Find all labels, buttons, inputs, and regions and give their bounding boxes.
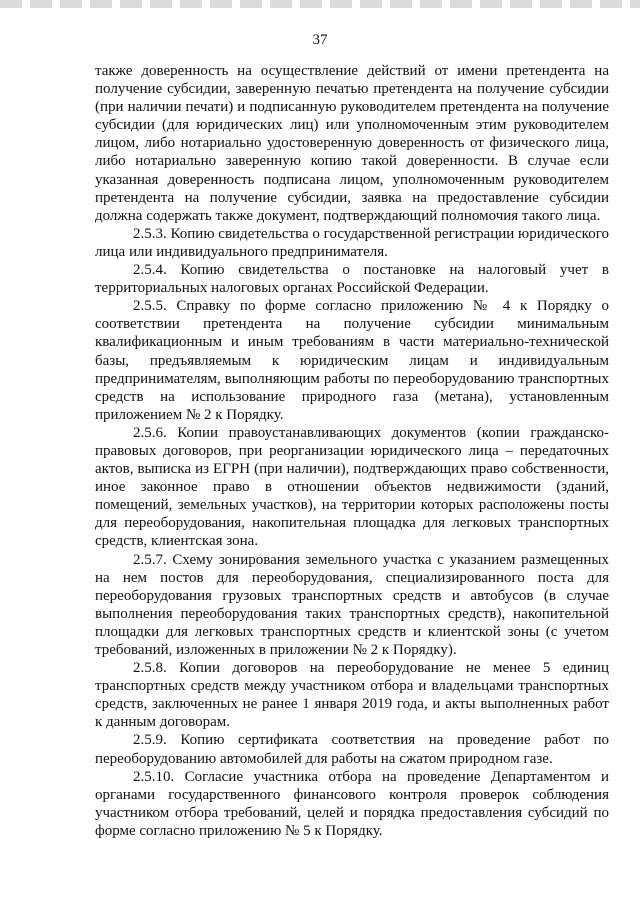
paragraph-2-5-6: 2.5.6. Копии правоустанавливающих документов (копии гражданско-правовых договоров, при реорганизации юридического лица – передаточных актов, выписка из ЕГРН (при наличии), подтверждающих право собственности, иное законное право в отношении объектов недвижимости (зданий, помещений, земельных участков), на территории которых расположены посты для переоборудования, накопительная площадка для легковых транспортных средств, клиентская зона. — [95, 424, 609, 550]
paragraph-2-5-7: 2.5.7. Схему зонирования земельного участка с указанием размещенных на нем постов для переоборудования, специализированного поста для переоборудования грузовых транспортных средств и автобусов (в случае выполнения переоборудования таких транспортных средств), накопительной площадки для легковых транспортных средств и клиентской зоны (с учетом требований, изложенных в приложении № 2 к Порядку). — [95, 551, 609, 658]
paragraph-2-5-9: 2.5.9. Копию сертификата соответствия на проведение работ по переоборудованию автомобилей для работы на сжатом природном газе. — [95, 732, 609, 767]
paragraph-continuation: также доверенность на осуществление действий от имени претендента на получение субсидии, заверенную печатью претендента на получение субсидии (при наличии печати) и подписанную руководителем претендента на получение субсидии (для юридических лиц) или уполномоченным этим руководителем лицом, либо нотариально удостоверенную доверенность от физического лица, либо нотариально заверенную копию такой доверенности. В случае если указанная доверенность подписана лицом, уполномоченным руководителем претендента на получение субсидии, заявка на предоставление субсидии должна содержать также документ, подтверждающий полномочия такого лица. — [95, 63, 609, 224]
paragraph-2-5-4: 2.5.4. Копию свидетельства о постановке на налоговый учет в территориальных налоговых органах Российской Федерации. — [95, 262, 609, 297]
paragraph-2-5-3: 2.5.3. Копию свидетельства о государственной регистрации юридического лица или индивидуального предпринимателя. — [95, 225, 609, 260]
document-body — [95, 62, 609, 840]
paragraph-2-5-8: 2.5.8. Копии договоров на переоборудование не менее 5 единиц транспортных средств между участником отбора и владельцами транспортных средств, заключенных не ранее 1 января 2019 года, и акты выполненных работ к данным договорам. — [95, 660, 609, 731]
scan-edge-artifact — [0, 0, 640, 8]
paragraph-2-5-10: 2.5.10. Согласие участника отбора на проведение Департаментом и органами государственного финансового контроля проверок соблюдения участником отбора требований, целей и порядка предоставления субсидий по форме согласно приложению № 5 к Порядку. — [95, 768, 609, 839]
page-number: 37 — [312, 32, 328, 48]
paragraph-2-5-5: 2.5.5. Справку по форме согласно приложению № 4 к Порядку о соответствии претендента на получение субсидии минимальным квалификационным и иным требованиям в части материально-технической базы, предъявляемым к юридическим лицам и индивидуальным предпринимателям, выполняющим работы по переоборудованию транспортных средств на использование природного газа (метана), установленным приложением № 2 к Порядку. — [95, 298, 609, 423]
